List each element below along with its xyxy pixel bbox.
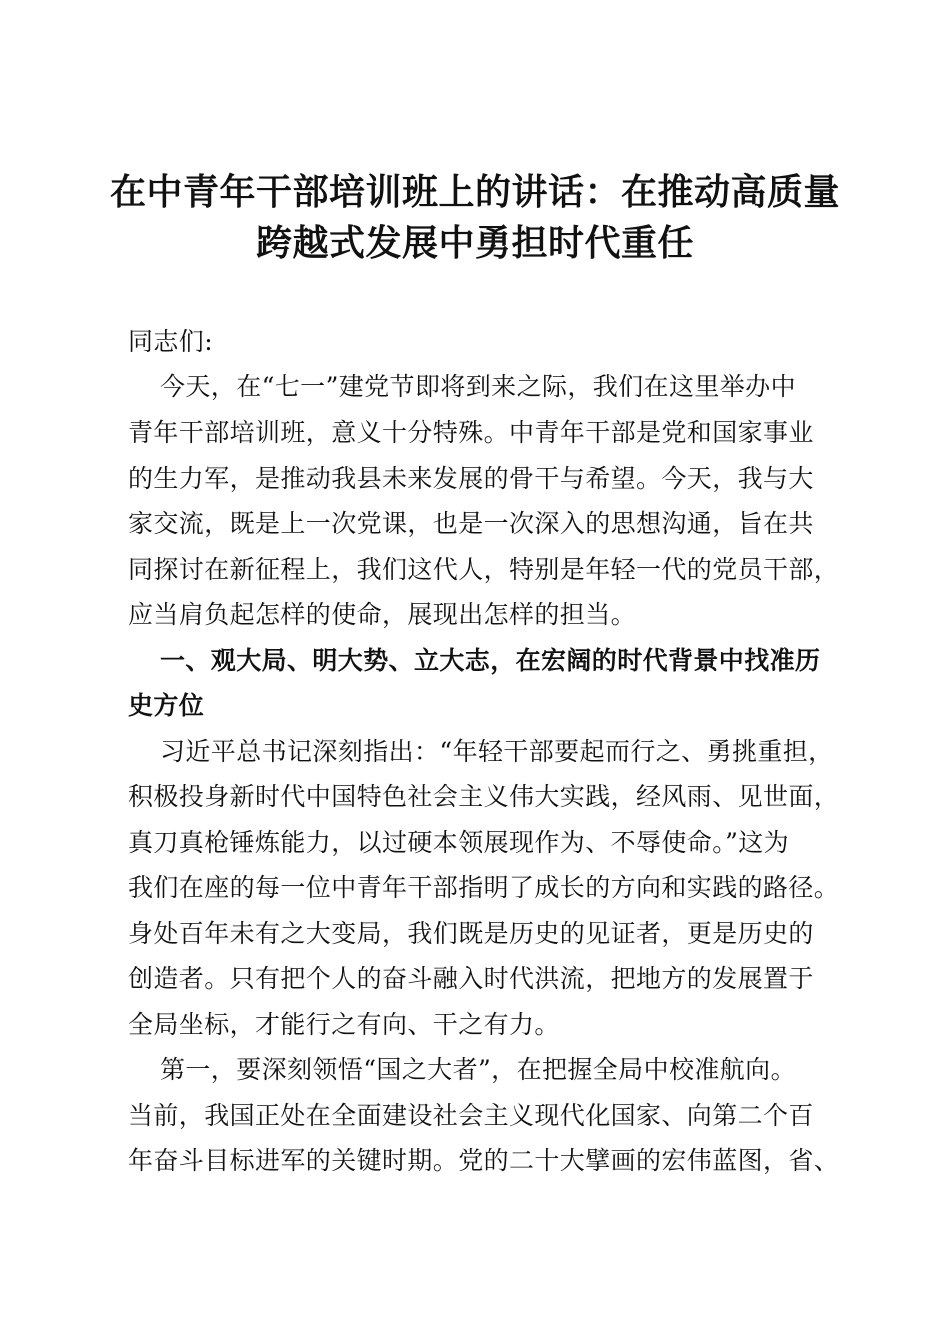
paragraph-3-line-3: 年奋斗目标进军的关键时期。党的二十大擘画的宏伟蓝图，省、 (128, 1146, 840, 1175)
document-title-line-2: 跨越式发展中勇担时代重任 (255, 222, 694, 264)
paragraph-1-line-3: 的生力军，是推动我县未来发展的骨干与希望。今天，我与大 (128, 464, 814, 493)
paragraph-2-line-2: 积极投身新时代中国特色社会主义伟大实践，经风雨、见世面， (128, 782, 840, 811)
paragraph-2-line-3: 真刀真枪锤炼能力，以过硬本领展现作为、不辱使命。”这为 (128, 828, 790, 857)
section-heading-1-line-1: 一、观大局、明大势、立大志，在宏阔的时代背景中找准历 (160, 646, 821, 675)
paragraph-2-line-7: 全局坐标，才能行之有向、干之有力。 (128, 1010, 560, 1039)
section-heading-1-line-2: 史方位 (128, 691, 205, 720)
paragraph-1-line-5: 同探讨在新征程上，我们这代人，特别是年轻一代的党员干部， (128, 555, 840, 584)
paragraph-1-line-2: 青年干部培训班，意义十分特殊。中青年干部是党和国家事业 (128, 418, 814, 447)
paragraph-2-line-4: 我们在座的每一位中青年干部指明了成长的方向和实践的路径。 (128, 873, 840, 902)
paragraph-3-line-2: 当前，我国正处在全面建设社会主义现代化国家、向第二个百 (128, 1101, 814, 1130)
paragraph-2-line-5: 身处百年未有之大变局，我们既是历史的见证者，更是历史的 (128, 919, 814, 948)
paragraph-1-line-6: 应当肩负起怎样的使命，展现出怎样的担当。 (128, 600, 637, 629)
paragraph-1-line-4: 家交流，既是上一次党课，也是一次深入的思想沟通，旨在共 (128, 509, 814, 538)
paragraph-3-line-1: 第一，要深刻领悟“国之大者”，在把握全局中校准航向。 (160, 1055, 796, 1084)
paragraph-1-line-1: 今天，在“七一”建党节即将到来之际，我们在这里举办中 (160, 372, 796, 401)
paragraph-2-line-6: 创造者。只有把个人的奋斗融入时代洪流，把地方的发展置于 (128, 964, 814, 993)
salutation: 同志们: (128, 327, 214, 356)
document-title-line-1: 在中青年干部培训班上的讲话：在推动高质量 (109, 171, 840, 213)
paragraph-2-line-1: 习近平总书记深刻指出：“年轻干部要起而行之、勇挑重担， (160, 737, 834, 766)
